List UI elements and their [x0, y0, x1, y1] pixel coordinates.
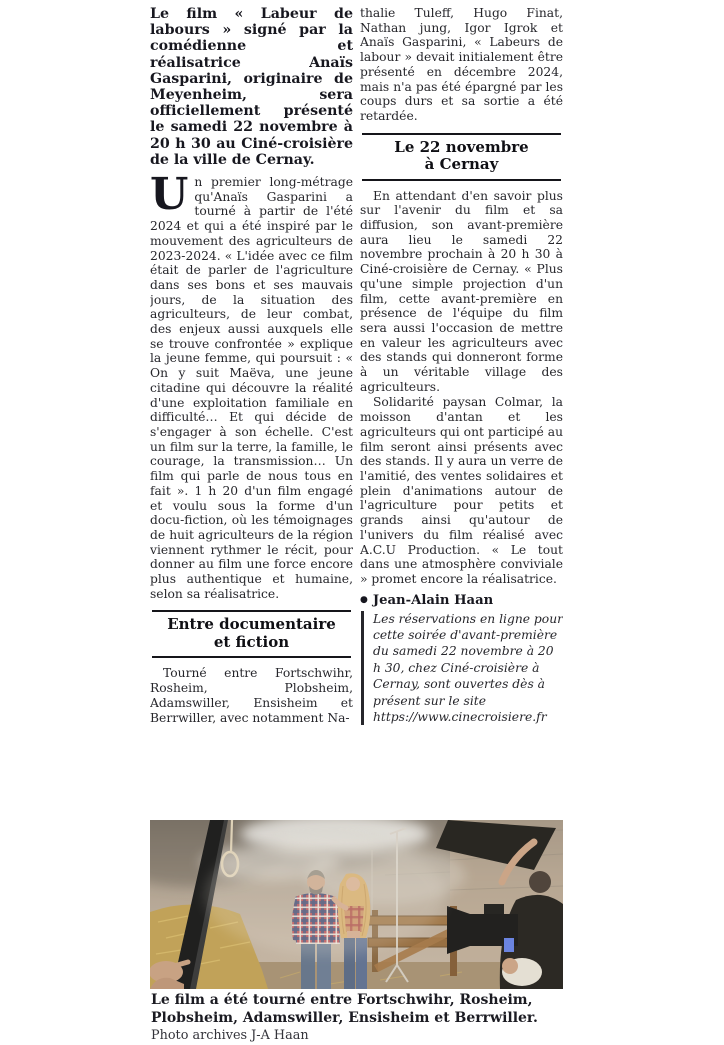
opening-paragraph-text: n premier long-métrage qu'Anaïs Gasparini a tourné à partir de l'été 2024 et qui a été inspiré par le mouvement des agriculteurs de 2023-2024. « L'idée avec ce film était de parler de l'agriculture dans ses bons et ses mauvais jours, de la situation des agriculteurs, de leur combat, des enjeux aussi auxquels elle se trouve confrontée » explique la jeune femme, qui poursuit : « On y suit Maëva, une jeune citadine qui découvre la réalité d'une exploitation familiale en difficulté… Et qui décide de s'engager à son échelle. C'est un film sur la terre, la famille, le courage, la transmission… Un film qui parle de nous tous en fait ». 1 h 20 d'un film engagé et voulu sous la forme d'un docu-fiction, où les témoignages de huit agriculteurs de la région viennent rythmer le récit, pour donner au film une force encore plus authentique et humaine, selon sa réalisatrice.	[150, 175, 353, 601]
solidarite-paragraph: Solidarité paysan Colmar, la moisson d'antan et les agriculteurs qui ont participé au film seront ainsi présents avec des stands. Il y aura un verre de l'amitié, des ventes solidaires et plein d'animations autour de l'agriculture pour petits et grands ainsi qu'autour de l'univers du film réalisé avec A.C.U Production. « Le tout dans une atmosphère conviviale » promet encore la réalisatrice.	[360, 395, 563, 586]
crosshead-line: Le 22 novembre	[394, 137, 529, 156]
crosshead-documentaire	[152, 610, 351, 658]
photo-caption	[151, 992, 561, 1045]
article-columns	[150, 6, 563, 820]
set-photo	[150, 820, 563, 989]
byline-bullet-icon: ●	[360, 594, 368, 605]
drop-cap: U	[150, 169, 189, 221]
crosshead-line: Entre documentaire	[167, 615, 336, 634]
column-left	[150, 6, 353, 820]
set-photo-illustration	[150, 820, 563, 989]
byline-name: Jean-Alain Haan	[372, 592, 494, 608]
crosshead-line: à Cernay	[424, 155, 499, 174]
column-right	[360, 6, 563, 820]
tour-paragraph-part2: thalie Tuleff, Hugo Finat, Nathan jung, Igor Igrok et Anaïs Gasparini, « Labeurs de labour » devait initialement être présenté en décembre 2024, mais n'a pas été épargné par les coups durs et sa sortie a été retardée.	[360, 6, 563, 123]
intro-paragraph: Le film « Labeur de labours » signé par la comédienne et réalisatrice Anaïs Gasparini, originaire de Meyenheim, sera officiellement présenté le samedi 22 novembre à 20 h 30 au Ciné-croisière de la ville de Cernay.	[150, 6, 353, 168]
byline	[360, 593, 563, 608]
crosshead-line: et fiction	[213, 632, 290, 651]
article	[150, 0, 563, 1043]
opening-paragraph	[150, 169, 353, 601]
reservation-note: Les réservations en ligne pour cette soirée d'avant-première du samedi 22 novembre à 20 h 30, chez Ciné-croisière à Cernay, sont ouvertes dès à présent sur le site https://www.cinecroisiere.fr	[361, 611, 563, 726]
premiere-paragraph: En attendant d'en savoir plus sur l'avenir du film et sa diffusion, son avant-première aura lieu le samedi 22 novembre prochain à 20 h 30 à Ciné-croisière de Cernay. « Plus qu'une simple projection d'un film, cette avant-première en présence de l'équipe du film sera aussi l'occasion de mettre en valeur les agriculteurs avec des stands qui donneront forme à un véritable village des agriculteurs.	[360, 188, 563, 394]
photo-caption-text: Le film a été tourné entre Fortschwihr, Rosheim, Plobsheim, Adamswiller, Ensisheim et Berrwiller.	[151, 992, 538, 1026]
tour-paragraph-part1: Tourné entre Fortschwihr, Rosheim, Plobsheim, Adamswiller, Ensisheim et Berrwiller, avec notamment Na-	[150, 666, 353, 725]
crosshead-22-novembre	[362, 133, 561, 181]
photo-credit: Photo archives J-A Haan	[151, 1028, 309, 1043]
